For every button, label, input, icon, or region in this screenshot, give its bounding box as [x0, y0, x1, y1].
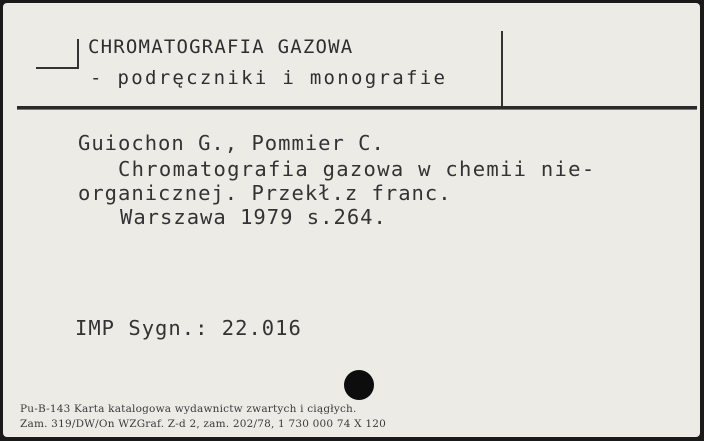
entry-imprint: Warszawa 1979 s.264.: [120, 205, 387, 229]
catalog-card: [3, 3, 700, 437]
corner-mark-vertical: [77, 39, 79, 68]
header-divider-vertical: [501, 31, 503, 107]
header-rule-shadow: [17, 109, 697, 110]
corner-mark-horizontal: [36, 67, 79, 69]
entry-signature: IMP Sygn.: 22.016: [75, 316, 302, 340]
footer-line-1: Pu-B-143 Karta katalogowa wydawnictw zwartych i ciągłych.: [20, 403, 357, 415]
corner-mark: [36, 39, 80, 68]
subject-heading: CHROMATOGRAFIA GAZOWA: [88, 36, 354, 58]
entry-title-line-1: Chromatografia gazowa w chemii nie-: [118, 157, 596, 181]
footer-line-2: Zam. 319/DW/On WZGraf. Z-d 2, zam. 202/78, 1 730 000 74 X 120: [20, 418, 386, 430]
entry-authors: Guiochon G., Pommier C.: [78, 131, 385, 155]
entry-title-line-2: organicznej. Przekł.z franc.: [78, 181, 452, 205]
subject-subheading: - podręczniki i monografie: [90, 67, 448, 89]
punch-hole: [344, 370, 374, 400]
